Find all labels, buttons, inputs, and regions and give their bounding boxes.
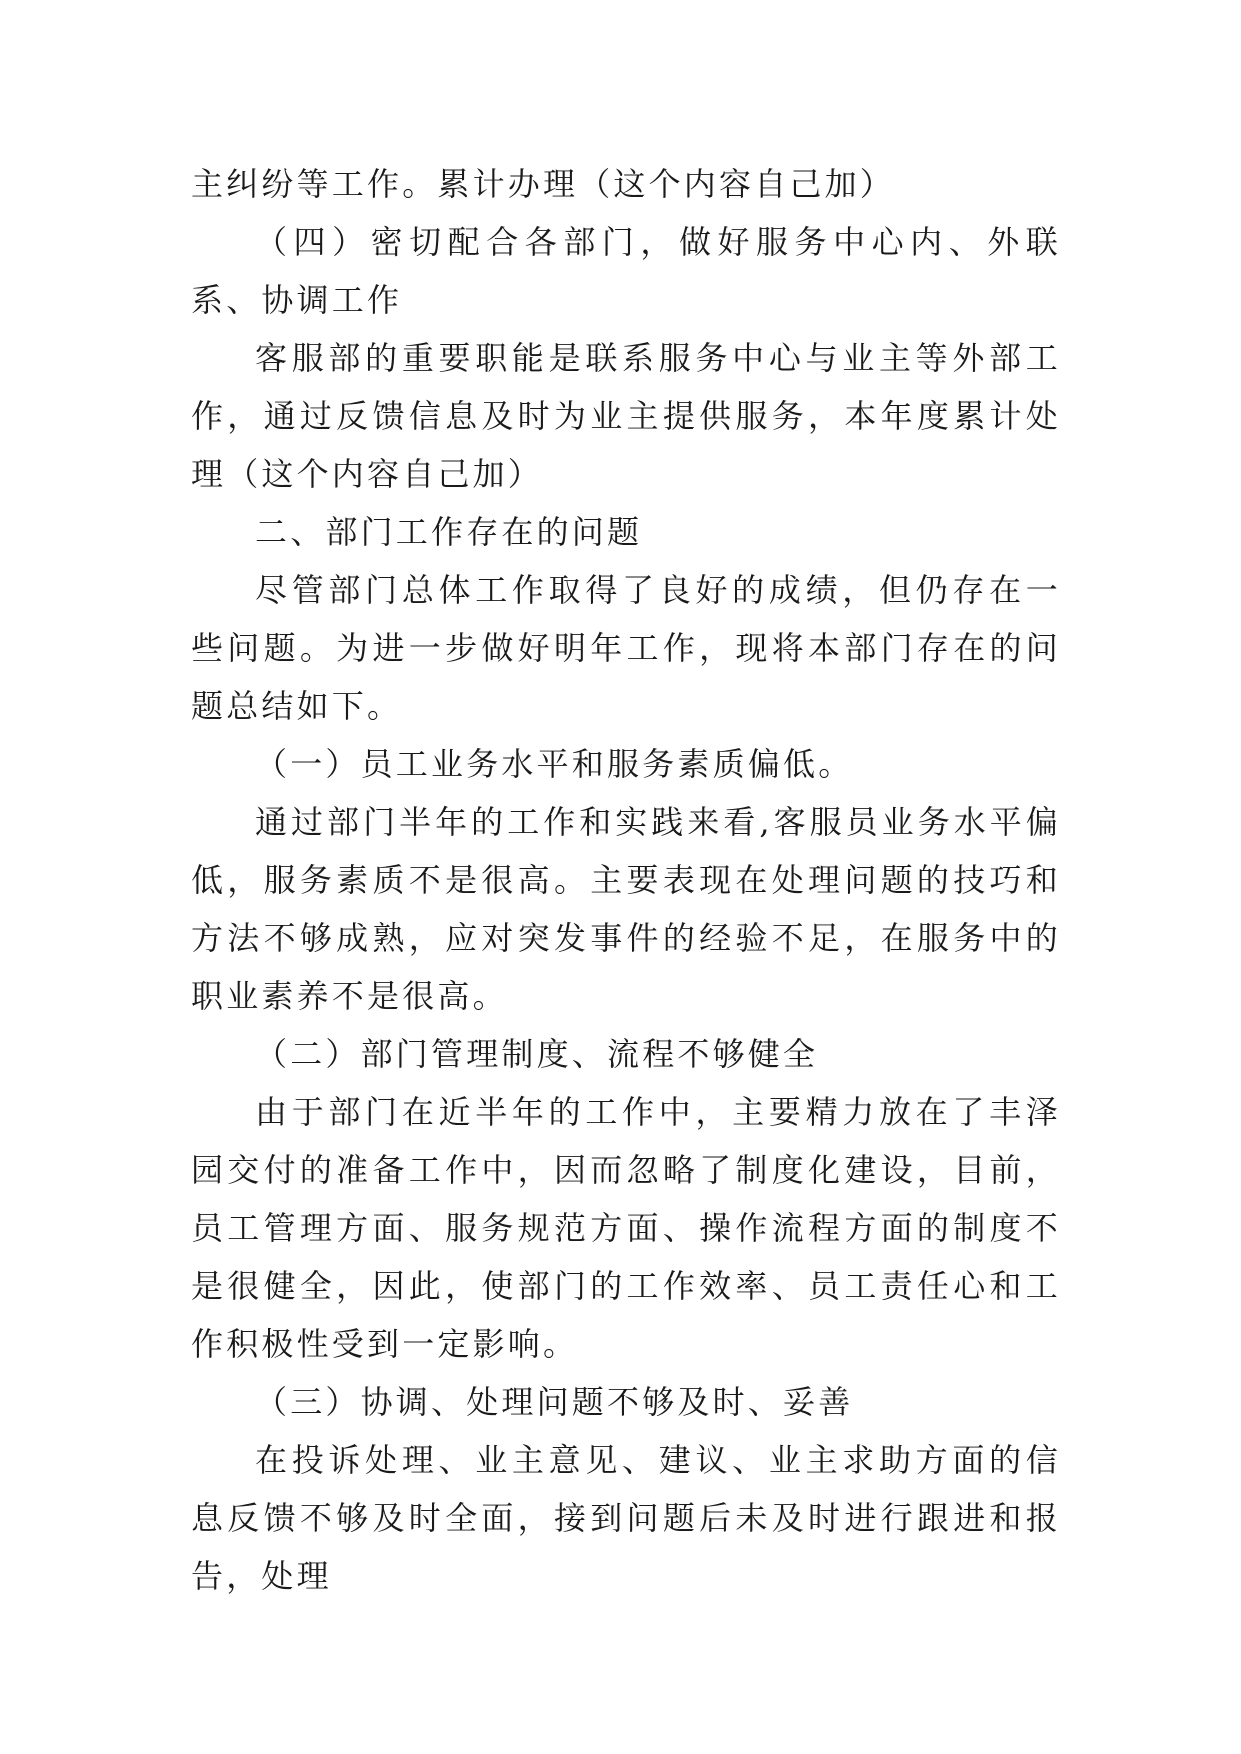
paragraph-body: 客服部的重要职能是联系服务中心与业主等外部工作，通过反馈信息及时为业主提供服务，本年度累计处理（这个内容自己加） (191, 339, 1061, 493)
section-heading-problems: 二、部门工作存在的问题 (255, 513, 643, 551)
subsection-heading-2: （二）部门管理制度、流程不够健全 (255, 1035, 819, 1073)
paragraph-body: 通过部门半年的工作和实践来看,客服员业务水平偏低，服务素质不是很高。主要表现在处理问题的技巧和方法不够成熟，应对突发事件的经验不足，在服务中的职业素养不是很高。 (191, 803, 1061, 1015)
paragraph-body: 在投诉处理、业主意见、建议、业主求助方面的信息反馈不够及时全面，接到问题后未及时进行跟进和报告，处理 (191, 1441, 1061, 1595)
paragraph-continuation: 主纠纷等工作。累计办理（这个内容自己加） (191, 165, 896, 203)
subsection-heading-3: （三）协调、处理问题不够及时、妥善 (255, 1383, 854, 1421)
document-body (191, 155, 1061, 1605)
paragraph-body: 尽管部门总体工作取得了良好的成绩，但仍存在一些问题。为进一步做好明年工作，现将本部门存在的问题总结如下。 (191, 571, 1061, 725)
subsection-heading-1: （一）员工业务水平和服务素质偏低。 (255, 745, 854, 783)
paragraph-body: 由于部门在近半年的工作中，主要精力放在了丰泽园交付的准备工作中，因而忽略了制度化建设，目前，员工管理方面、服务规范方面、操作流程方面的制度不是很健全，因此，使部门的工作效率、员工责任心和工作积极性受到一定影响。 (191, 1093, 1061, 1363)
section-heading-4: （四）密切配合各部门，做好服务中心内、外联系、协调工作 (191, 223, 1061, 319)
